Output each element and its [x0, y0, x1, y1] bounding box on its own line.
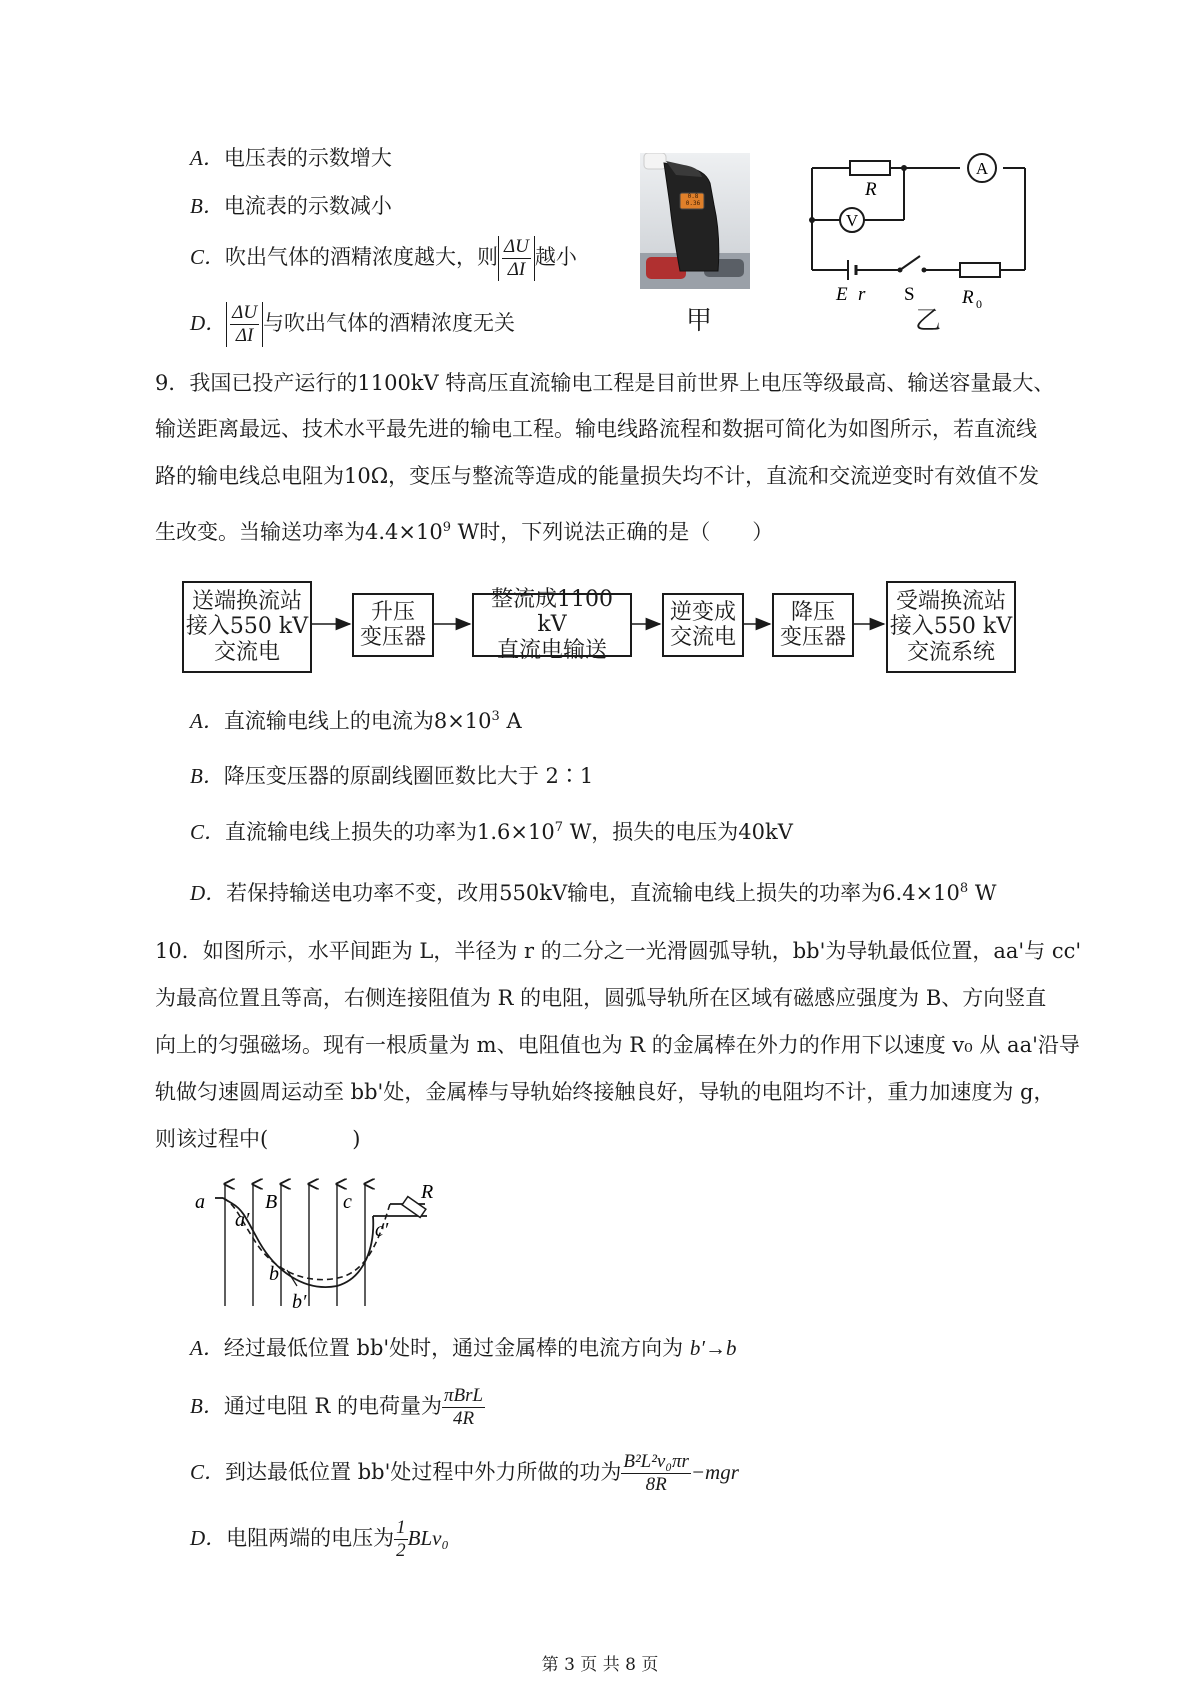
frac-num: πBrL	[444, 1385, 484, 1406]
label-b: b	[269, 1263, 279, 1285]
flow-text: 交流系统	[906, 639, 995, 665]
rail-magnetic-field-figure	[195, 1176, 445, 1314]
q10-option-a	[190, 1338, 736, 1359]
device-screen: 0.8 0.36	[685, 193, 701, 207]
option-letter: C．	[190, 1459, 226, 1484]
q9-text-line-3: 路的输电线总电阻为10Ω，变压与整流等造成的能量损失均不计，直流和交流逆变时有效值不发	[155, 464, 1040, 488]
resistor-r0-label: R	[962, 287, 974, 308]
resistor-r0-subscript: 0	[976, 297, 982, 310]
resistor-r-label: R	[865, 179, 877, 200]
label-a: a	[195, 1191, 205, 1213]
flow-text: 整流成1100 kV	[491, 587, 613, 638]
option-value: 8×10	[433, 709, 492, 733]
flow-arrows	[0, 0, 1200, 700]
internal-resistance-label: r	[858, 284, 866, 305]
label-r: R	[421, 1181, 434, 1203]
option-text: 与吹出气体的酒精浓度无关	[263, 310, 516, 335]
option-text: W	[968, 881, 997, 905]
q9-option-d	[190, 882, 996, 904]
flow-text: 受端换流站	[895, 589, 1006, 615]
option-text: 电阻两端的电压为	[226, 1525, 395, 1550]
option-letter: B．	[190, 764, 224, 788]
page-footer: 第 3 页 共 8 页	[541, 1655, 659, 1675]
q9-option-b	[190, 766, 593, 787]
option-text: 通过电阻 R 的电荷量为	[223, 1393, 442, 1418]
q10-text-line-1: 10．如图所示，水平间距为 L，半径为 r 的二分之一光滑圆弧导轨，bb'为导轨最低位置，aa'与 cc'	[155, 939, 1082, 963]
frac-den: ΔI	[235, 324, 254, 346]
option-letter: D．	[190, 310, 227, 335]
flow-text: 变压器	[359, 625, 426, 650]
frac-num: B²L²v₀πr	[623, 1451, 689, 1472]
option-letter: B．	[190, 1393, 224, 1418]
q10-option-d	[190, 1517, 449, 1562]
option-text: 电流表的示数减小	[223, 194, 392, 218]
option-text: 吹出气体的酒精浓度越大，则	[225, 244, 499, 269]
option-exponent: 8	[959, 881, 969, 896]
option-text: 若保持输送电功率不变，改用550kV输电，直流输电线上损失的功率为	[226, 881, 883, 905]
q9-option-a	[190, 710, 522, 732]
option-exponent: 3	[491, 709, 500, 724]
flow-text: 降压	[790, 599, 835, 625]
frac-den: 8R	[645, 1473, 667, 1495]
switch-label: S	[904, 284, 915, 305]
figure-label-jia: 甲	[686, 306, 713, 336]
q10-option-b	[190, 1385, 485, 1430]
label-b-field: B	[265, 1191, 278, 1213]
q10-text-line-4: 轨做匀速圆周运动至 bb'处，金属棒与导轨始终接触良好，导轨的电阻均不计，重力加速度为 g，	[155, 1080, 1055, 1104]
option-letter: D．	[190, 881, 227, 905]
q10-option-c	[190, 1451, 739, 1496]
flow-text: 交流电	[213, 639, 280, 665]
flow-text: 直流电输送	[496, 637, 607, 663]
q9-text: 生改变。当输送功率为	[155, 520, 365, 544]
option-letter: D．	[190, 1525, 227, 1550]
option-expression: −mgr	[690, 1459, 739, 1484]
q9-text: W时，下列说法正确的是（ ）	[451, 520, 774, 544]
flow-text: 逆变成	[669, 599, 736, 625]
option-letter: C．	[190, 244, 226, 269]
option-text: 越小	[534, 244, 577, 269]
flow-text: 变压器	[779, 625, 846, 650]
option-text: 直流输电线上损失的功率为	[225, 820, 478, 844]
power-value: 4.4×10	[365, 520, 443, 544]
ammeter-label: A	[975, 159, 989, 178]
flow-text: 接入550 kV	[889, 614, 1013, 640]
label-c: c	[343, 1191, 352, 1213]
option-letter: A．	[190, 1336, 224, 1360]
option-letter: A．	[190, 146, 224, 170]
q10-text-line-3: 向上的匀强磁场。现有一根质量为 m、电阻值也为 R 的金属棒在外力的作用下以速度 v₀ 从 aa'沿导	[155, 1033, 1080, 1057]
frac-num: 1	[396, 1517, 406, 1538]
frac-den: 4R	[452, 1407, 475, 1429]
frac-num: ΔU	[504, 236, 529, 257]
option-expression: BLv₀	[407, 1525, 449, 1550]
power-exponent: 9	[442, 520, 451, 535]
front-rail	[233, 1204, 373, 1287]
label-b-prime: b′	[292, 1291, 307, 1313]
voltmeter-label: V	[845, 211, 859, 230]
rod-bb	[287, 1270, 297, 1286]
label-a-prime: a′	[235, 1209, 250, 1231]
option-letter: B．	[190, 194, 224, 218]
emf-label: E	[836, 284, 848, 305]
frac-den: 2	[396, 1539, 406, 1561]
option-letter: C．	[190, 820, 226, 844]
q9-option-c	[190, 821, 793, 843]
option-text: 经过最低位置 bb'处时，通过金属棒的电流方向为	[223, 1336, 690, 1360]
option-expression: b′→b	[689, 1336, 737, 1360]
option-text: 降压变压器的原副线圈匝数比大于 2∶1	[223, 764, 594, 788]
option-exponent: 7	[554, 820, 564, 835]
figure-label-yi: 乙	[915, 306, 942, 336]
option-text: W，损失的电压为40kV	[563, 820, 793, 844]
label-c-prime: c′	[375, 1219, 389, 1241]
q9-text-line-2: 输送距离最远、技术水平最先进的输电工程。输电线路流程和数据可简化为如图所示，若直流线	[155, 417, 1037, 441]
flow-text: 接入550 kV	[185, 614, 309, 640]
option-text: 电压表的示数增大	[223, 146, 392, 170]
option-value: 1.6×10	[477, 820, 555, 844]
option-letter: A．	[190, 709, 224, 733]
option-value: 6.4×10	[882, 881, 960, 905]
q10-text-line-2: 为最高位置且等高，右侧连接阻值为 R 的电阻，圆弧导轨所在区域有磁感应强度为 B、方向竖直	[155, 986, 1047, 1010]
flow-text: 交流电	[669, 625, 736, 650]
option-text: 到达最低位置 bb'处过程中外力所做的功为	[225, 1459, 622, 1484]
option-text: A	[499, 709, 522, 733]
flow-text: 升压	[370, 599, 415, 625]
flow-text: 送端换流站	[191, 589, 302, 615]
frac-num: ΔU	[232, 302, 258, 323]
q9-text-line-1: 9．我国已投产运行的1100kV 特高压直流输电工程是目前世界上电压等级最高、输送容量最大、	[155, 371, 1055, 395]
option-text: 直流输电线上的电流为	[223, 709, 434, 733]
frac-den: ΔI	[507, 258, 526, 280]
q10-text-line-5: 则该过程中( )	[155, 1127, 361, 1151]
